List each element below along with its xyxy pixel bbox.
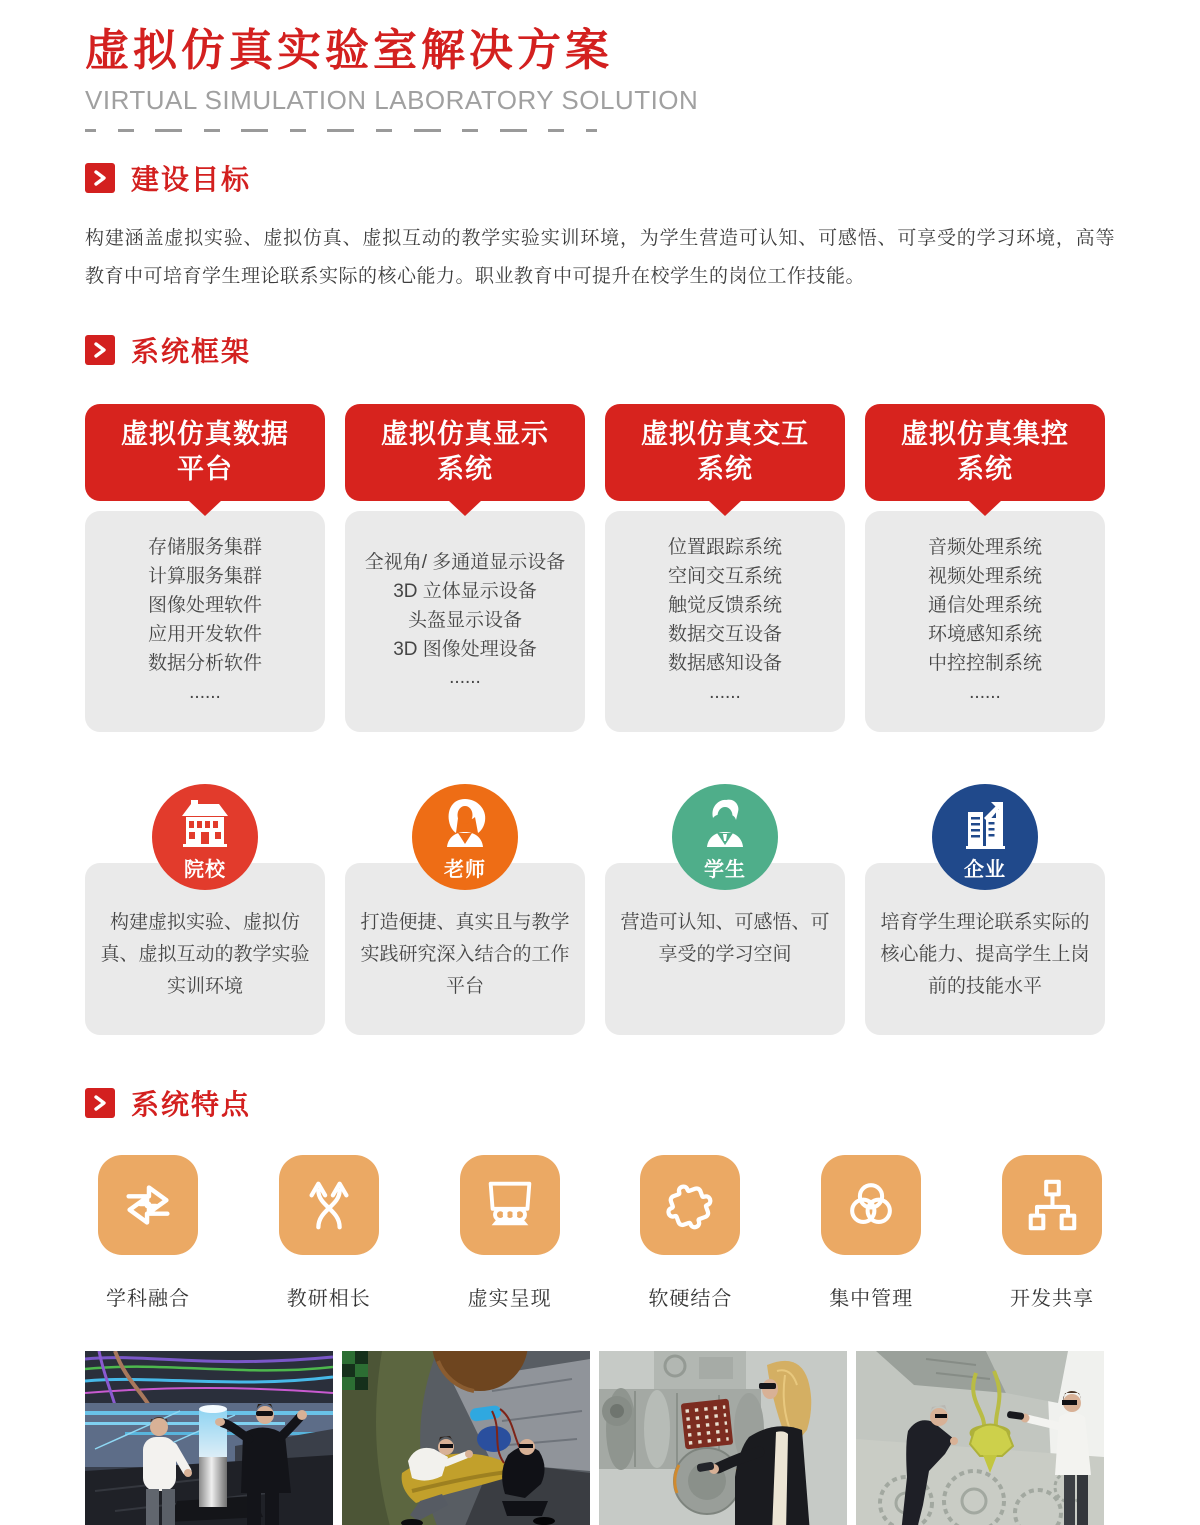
role-circle-teacher [412,784,518,890]
framework-item: 全视角/ 多通道显示设备 [364,551,566,573]
exchange-arrows-icon [98,1155,198,1255]
framework-grid [85,404,1115,732]
framework-item: 位置跟踪系统 [667,537,782,559]
framework-column-central-control-system [865,404,1105,732]
feature-label: 虚实呈现 [467,1287,552,1310]
section-title-features: 系统特点 [131,1088,252,1120]
framework-item: 应用开发软件 [147,624,262,646]
framework-item: 空间交互系统 [667,566,782,588]
goal-paragraph: 构建涵盖虚拟实验、虚拟仿真、虚拟互动的教学实验实训环境，为学生营造可认知、可感悟、可享受的学习环境，高等教育中可培育学生理论联系实际的核心能力。职业教育中可提升在校学生的岗位工作技能。 [85,227,1115,287]
section-chevron-icon [85,1088,115,1118]
title-line: 虚拟仿真集控 [901,419,1069,449]
role-label: 院校 [184,858,226,881]
title-line: 系统 [957,454,1013,485]
framework-item: 存储服务集群 [147,537,262,559]
photo-vr-gear-floor-pointing [856,1351,1104,1525]
role-description-teacher: 打造便捷、真实且与教学实践研究深入结合的工作平台 [345,863,585,1035]
role-label: 老师 [444,858,486,881]
framework-item: ...... [969,681,1001,703]
framework-item: 音频处理系统 [927,537,1042,559]
framework-item: ...... [189,681,221,703]
role-student [605,784,845,1035]
title-line: 系统 [437,454,493,485]
framework-item: ...... [709,681,741,703]
framework-item: 中控控制系统 [927,652,1042,674]
title-line: 系统 [697,454,753,485]
framework-item: 数据分析软件 [147,652,262,674]
feature-label: 软硬结合 [648,1287,733,1310]
role-label: 学生 [704,858,746,881]
role-description-college: 构建虚拟实验、虚拟仿真、虚拟互动的教学实验实训环境 [85,863,325,1035]
photo-vr-cave-pillar-demo [85,1351,333,1525]
page-subtitle: VIRTUAL SIMULATION LABORATORY SOLUTION [85,84,699,115]
framework-column-items [345,511,585,732]
crossing-arrows-icon [279,1155,379,1255]
framework-item: ...... [449,667,481,689]
teacher-icon [438,796,492,850]
feature-label: 教研相长 [286,1287,371,1310]
feature-label: 集中管理 [829,1287,914,1310]
puzzle-piece-icon [640,1155,740,1255]
section-header-features [85,1083,1115,1123]
framework-column-title [865,404,1105,501]
framework-column-data-platform [85,404,325,732]
role-circle-college [152,784,258,890]
overlapping-circles-icon [821,1155,921,1255]
roles-grid [85,784,1115,1035]
role-teacher [345,784,585,1035]
framework-item: 通信处理系统 [927,595,1042,617]
page-title: 虚拟仿真实验室解决方案 [85,26,613,75]
student-icon [698,796,752,850]
framework-item: 触觉反馈系统 [667,595,782,617]
framework-item: 计算服务集群 [147,566,262,588]
screen-audience-icon [460,1155,560,1255]
enterprise-icon [958,796,1012,850]
framework-item: 3D 立体显示设备 [393,580,537,602]
title-line: 虚拟仿真数据 [121,419,289,449]
section-header-goal [85,158,1115,198]
section-chevron-icon [85,335,115,365]
feature-teaching-research [279,1155,379,1311]
framework-item: 数据交互设备 [667,624,782,646]
framework-column-title [605,404,845,501]
title-line: 虚拟仿真显示 [381,419,549,449]
framework-column-display-system [345,404,585,732]
role-circle-student [672,784,778,890]
features-grid [85,1155,1115,1311]
framework-item: 数据感知设备 [667,652,782,674]
feature-soft-hard [640,1155,740,1311]
role-description-student: 营造可认知、可感悟、可享受的学习空间 [605,863,845,1035]
framework-item: 环境感知系统 [927,624,1042,646]
section-title-framework: 系统框架 [131,335,252,367]
feature-label: 学科融合 [106,1287,190,1310]
framework-item: 3D 图像处理设备 [393,638,537,660]
role-circle-enterprise [932,784,1038,890]
framework-item: 视频处理系统 [927,566,1042,588]
role-enterprise [865,784,1105,1035]
photo-vr-turbine-interaction [599,1351,847,1525]
role-description-enterprise: 培育学生理论联系实际的核心能力、提高学生上岗前的技能水平 [865,863,1105,1035]
framework-column-title [85,404,325,501]
framework-column-interaction-system [605,404,845,732]
photo-vr-cartoon-model-inspection [342,1351,590,1525]
school-building-icon [178,796,232,850]
framework-item: 图像处理软件 [147,595,262,617]
framework-column-items [605,511,845,732]
feature-label: 开发共享 [1009,1287,1094,1310]
title-line: 平台 [177,454,233,485]
role-college [85,784,325,1035]
feature-dev-sharing [1002,1155,1102,1311]
section-title-goal: 建设目标 [131,163,252,195]
framework-column-items [865,511,1105,732]
framework-item: 头盔显示设备 [407,609,522,631]
title-line: 虚拟仿真交互 [641,419,809,449]
framework-column-title [345,404,585,501]
feature-virtual-real [460,1155,560,1311]
subtitle-dash-divider [85,129,597,132]
feature-central-management [821,1155,921,1311]
role-label: 企业 [964,858,1006,881]
hierarchy-nodes-icon [1002,1155,1102,1255]
framework-column-items [85,511,325,732]
photo-strip [85,1351,1115,1525]
section-chevron-icon [85,163,115,193]
section-header-framework [85,330,1115,370]
feature-subject-fusion [98,1155,198,1311]
